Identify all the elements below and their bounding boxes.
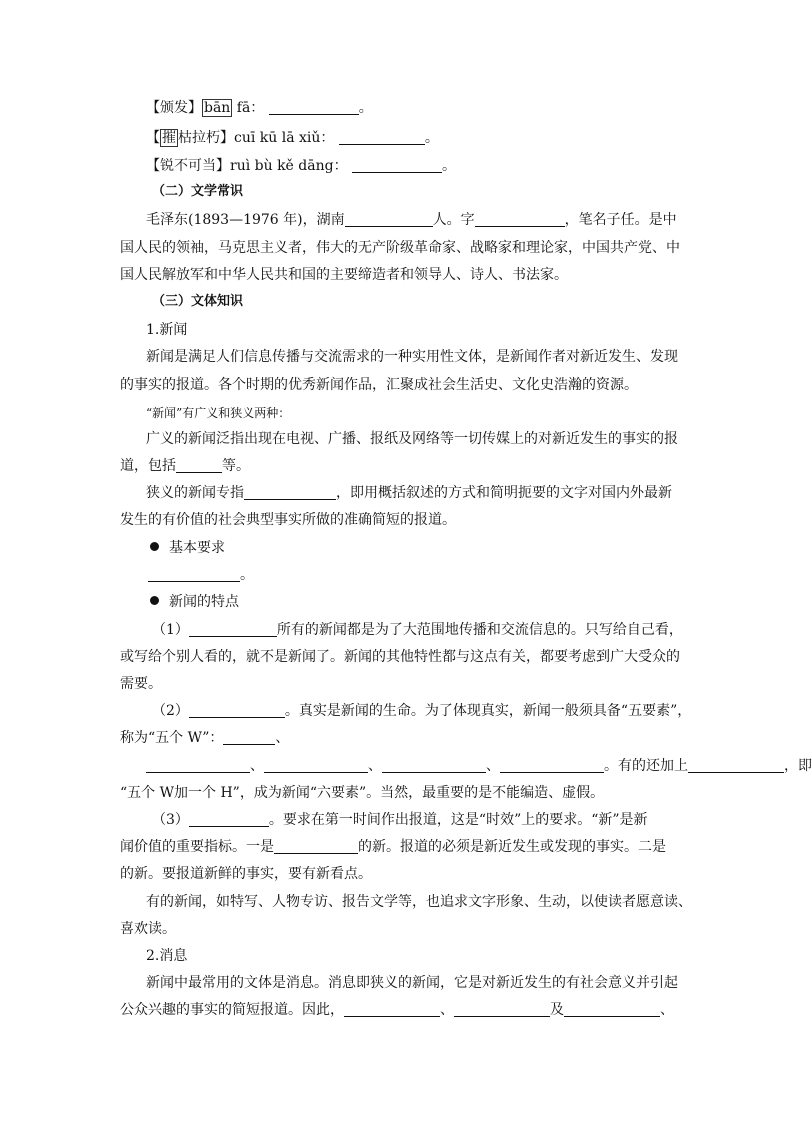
bracket: 【 <box>146 130 160 146</box>
fill-blank[interactable] <box>223 730 275 745</box>
vocab-item-ruibukedang <box>146 156 456 176</box>
paragraph-line <box>152 701 691 721</box>
paragraph-line <box>152 620 683 640</box>
text: 毛泽东(1893—1976 年)，湖南 <box>146 212 345 228</box>
paragraph-line <box>146 483 672 503</box>
text: 等。 <box>222 458 250 474</box>
paragraph-line <box>120 1000 674 1020</box>
vocab-item-cuikulaxiu <box>146 128 439 148</box>
paragraph-line: 国人民解放军和中华人民共和国的主要缔造者和领导人、诗人、书法家。 <box>120 267 568 283</box>
pinyin: ruì bù kě dāng： <box>230 158 348 174</box>
vocab-term: 【锐不可当】 <box>146 158 230 174</box>
fill-blank[interactable] <box>269 100 359 115</box>
bullet-icon <box>150 542 159 551</box>
text: 所有的新闻都是为了大范围地传播和交流信息的。只写给自己看， <box>276 622 683 638</box>
paragraph-line: 或写给个别人看的，就不是新闻了。新闻的其他特性都与这点有关，都要考虑到广大受众的 <box>120 649 680 665</box>
section-heading-literature: （二）文学常识 <box>152 184 244 199</box>
text: 新闻的特点 <box>169 594 239 610</box>
fill-blank[interactable] <box>345 212 433 227</box>
text: 、 <box>250 758 264 774</box>
text: 。真实是新闻的生命。为了体现真实，新闻一般须具备“五要素”， <box>284 703 692 719</box>
paragraph-line: 广义的新闻泛指出现在电视、广播、报纸及网络等一切传媒上的对新近发生的事实的报 <box>146 431 678 447</box>
text: 闻价值的重要指标。一是 <box>120 839 274 855</box>
paragraph-line: 需要。 <box>120 676 162 692</box>
text: ，即 <box>784 758 812 774</box>
fill-blank[interactable] <box>176 458 222 473</box>
fill-blank[interactable] <box>244 485 336 500</box>
fill-blank[interactable] <box>264 758 368 773</box>
punct: 。 <box>424 130 439 146</box>
text: 、 <box>368 758 382 774</box>
vocab-item-banfa <box>146 98 373 118</box>
text: （1） <box>152 622 189 638</box>
paragraph-line: 的新。要报道新鲜的事实，要有新看点。 <box>120 866 372 882</box>
subheading-message: 2.消息 <box>146 948 188 964</box>
fill-blank[interactable] <box>454 1002 550 1017</box>
fill-blank[interactable] <box>189 703 285 718</box>
fill-blank[interactable] <box>339 130 425 145</box>
paragraph-line <box>146 210 677 230</box>
fill-blank[interactable] <box>564 1002 660 1017</box>
fill-blank[interactable] <box>189 622 277 637</box>
text: 公众兴趣的事实的简短报道。因此， <box>120 1002 344 1018</box>
paragraph-line: 的事实的报道。各个时期的优秀新闻作品，汇聚成社会生活史、文化史浩瀚的资源。 <box>120 377 638 393</box>
fill-blank[interactable] <box>500 758 604 773</box>
pinyin: fā： <box>232 100 265 116</box>
text: 基本要求 <box>169 540 225 556</box>
paragraph-line: “五个 W加一个 H”，成为新闻“六要素”。当然，最重要的是不能编造、虚假。 <box>120 785 605 801</box>
punct: 。 <box>442 158 457 174</box>
text: 、 <box>660 1002 674 1018</box>
text: ，即用概括叙述的方式和简明扼要的文字对国内外最新 <box>336 485 672 501</box>
text: （2） <box>152 703 189 719</box>
paragraph-line: 国人民的领袖，马克思主义者，伟大的无产阶级革命家、战略家和理论家，中国共产党、中 <box>120 240 680 256</box>
text: 狭义的新闻专指 <box>146 485 244 501</box>
paragraph-line <box>120 837 666 857</box>
boxed-pinyin: bān <box>204 100 231 116</box>
paragraph-line: 喜欢读。 <box>120 921 176 937</box>
paragraph-line <box>152 810 648 830</box>
paragraph-line <box>148 565 254 585</box>
boxed-char: 摧 <box>162 130 176 146</box>
subheading-news: 1.新闻 <box>146 322 188 338</box>
fill-blank[interactable] <box>146 758 250 773</box>
text: 的新。报道的必须是新近发生或发现的事实。二是 <box>358 839 666 855</box>
section-heading-genre: （三）文体知识 <box>152 294 244 309</box>
text: 、 <box>486 758 500 774</box>
text: 人。字 <box>432 212 475 228</box>
punct: 。 <box>358 100 373 116</box>
fill-blank[interactable] <box>344 1002 440 1017</box>
text: 道，包括 <box>120 458 176 474</box>
bullet-news-traits <box>150 592 239 612</box>
paragraph-line: “新闻”有广义和狭义两种： <box>146 406 291 420</box>
text: （3） <box>152 812 189 828</box>
text: 。有的还加上 <box>604 758 688 774</box>
paragraph-line <box>120 456 250 476</box>
text: 。 <box>240 567 254 583</box>
paragraph-line: 新闻是满足人们信息传播与交流需求的一种实用性文体，是新闻作者对新近发生、发现 <box>146 349 678 365</box>
fill-blank[interactable] <box>189 812 269 827</box>
pinyin: cuī kū lā xiǔ： <box>234 130 335 146</box>
fill-blank[interactable] <box>382 758 486 773</box>
text: 、 <box>275 730 290 746</box>
paragraph-line <box>146 756 812 776</box>
bullet-icon <box>150 596 159 605</box>
text: ，笔名子任。是中 <box>564 212 677 228</box>
fill-blank[interactable] <box>352 158 442 173</box>
paragraph-line: 发生的有价值的社会典型事实所做的准确简短的报道。 <box>120 512 456 528</box>
paragraph-line <box>120 728 289 748</box>
text: 、 <box>440 1002 454 1018</box>
text: 称为“五个 W”： <box>120 730 224 746</box>
fill-blank[interactable] <box>688 758 784 773</box>
fill-blank[interactable] <box>148 567 240 582</box>
text: 及 <box>550 1002 564 1018</box>
vocab-term: 【颁发】 <box>146 100 202 116</box>
paragraph-line: 新闻中最常用的文体是消息。消息即狭义的新闻，它是对新近发生的有社会意义并引起 <box>146 975 678 991</box>
text: 。要求在第一时间作出报道，这是“时效”上的要求。“新”是新 <box>268 812 648 828</box>
fill-blank[interactable] <box>475 212 565 227</box>
paragraph-line: 有的新闻，如特写、人物专访、报告文学等，也追求文字形象、生动，以使读者愿意读、 <box>146 894 692 910</box>
bullet-basic-requirements <box>150 538 225 558</box>
vocab-term: 枯拉朽】 <box>178 130 234 146</box>
fill-blank[interactable] <box>274 839 358 854</box>
